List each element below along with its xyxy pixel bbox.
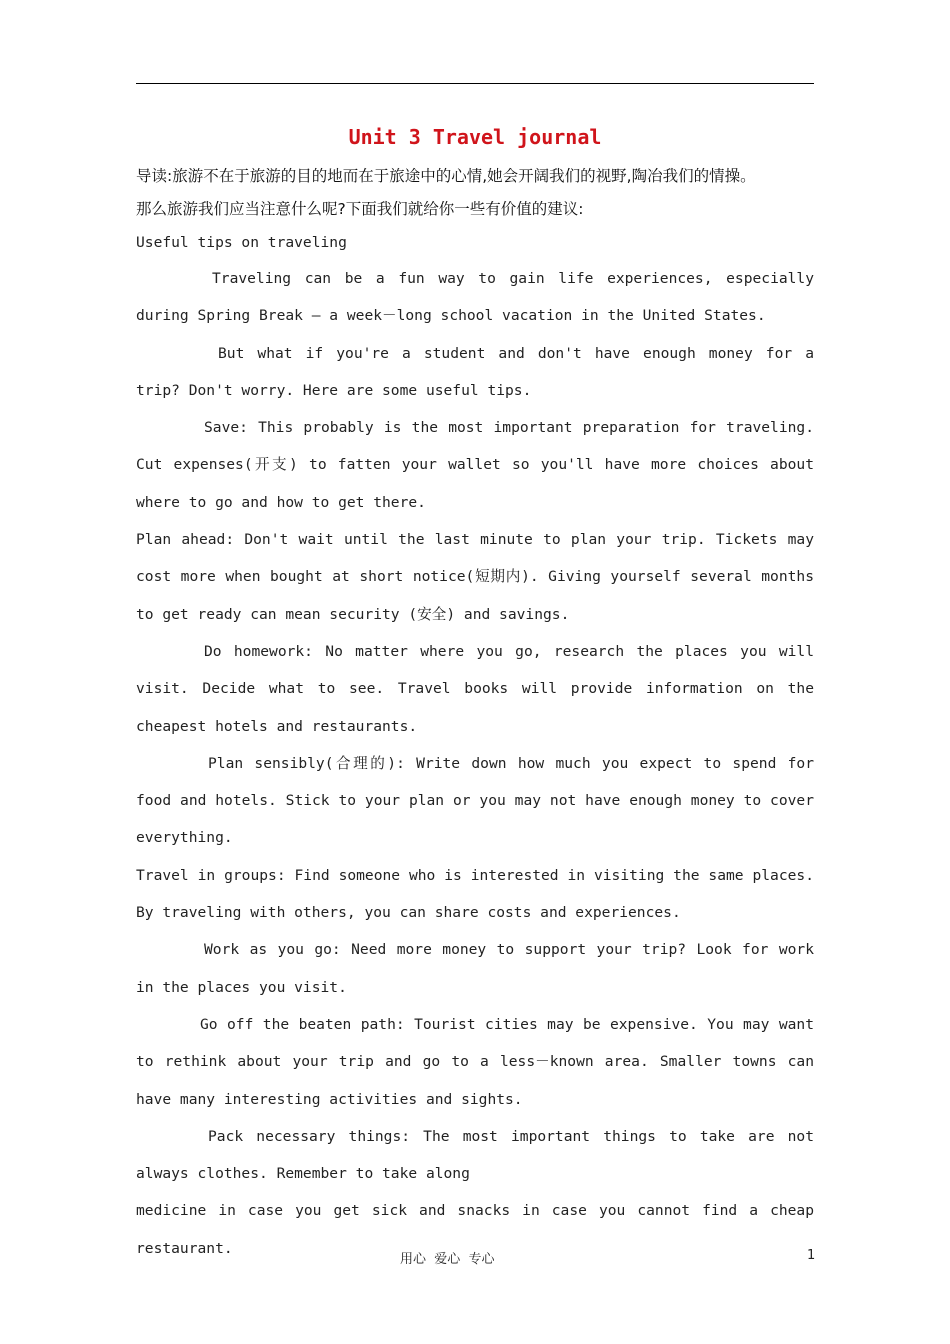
- intro-line-1: 导读:旅游不在于旅游的目的地而在于旅途中的心情,她会开阔我们的视野,陶冶我们的情操。: [136, 167, 756, 185]
- paragraph-list: [136, 260, 814, 1267]
- page-number: 1: [807, 1248, 816, 1263]
- paragraph: But what if you're a student and don't have enough money for a trip? Don't worry. Here are some useful tips.: [136, 344, 814, 399]
- document-body: [136, 160, 814, 1267]
- header-rule: [136, 83, 814, 84]
- section-heading: Useful tips on traveling: [136, 234, 347, 251]
- paragraph: Work as you go: Need more money to support your trip? Look for work in the places you visit.: [136, 941, 814, 996]
- paragraph: Pack necessary things: The most important things to take are not always clothes. Remember to take along: [136, 1127, 814, 1183]
- paragraph: medicine in case you get sick and snacks in case you cannot find a cheap restaurant.: [136, 1202, 814, 1257]
- paragraph: Save: This probably is the most important preparation for traveling. Cut expenses(开支) to fatten your wallet so you'll have more choices about where to go and how to get there.: [136, 419, 814, 511]
- paragraph: Traveling can be a fun way to gain life experiences, especially during Spring Break — a week－long school vacation in the United States.: [136, 270, 814, 325]
- paragraph: Go off the beaten path: Tourist cities may be expensive. You may want to rethink about your trip and go to a less－known area. Smaller towns can have many interesting activities and sights.: [136, 1015, 814, 1108]
- paragraph: Plan ahead: Don't wait until the last minute to plan your trip. Tickets may cost more when bought at short notice(短期内). Giving yourself several months to get ready can mean security (安全) and savings.: [136, 531, 814, 623]
- page-title: Unit 3 Travel journal: [348, 125, 602, 149]
- footer-motto: 用心 爱心 专心: [400, 1252, 495, 1267]
- intro-line-2: 那么旅游我们应当注意什么呢?下面我们就给你一些有价值的建议:: [136, 200, 584, 218]
- paragraph: Plan sensibly(合理的): Write down how much you expect to spend for food and hotels. Stick to your plan or you may not have enough money to cover everything.: [136, 754, 814, 847]
- paragraph: Travel in groups: Find someone who is interested in visiting the same places. By traveling with others, you can share costs and experiences.: [136, 866, 814, 922]
- paragraph: Do homework: No matter where you go, research the places you will visit. Decide what to see. Travel books will provide information on the cheapest hotels and restaurants.: [136, 642, 814, 735]
